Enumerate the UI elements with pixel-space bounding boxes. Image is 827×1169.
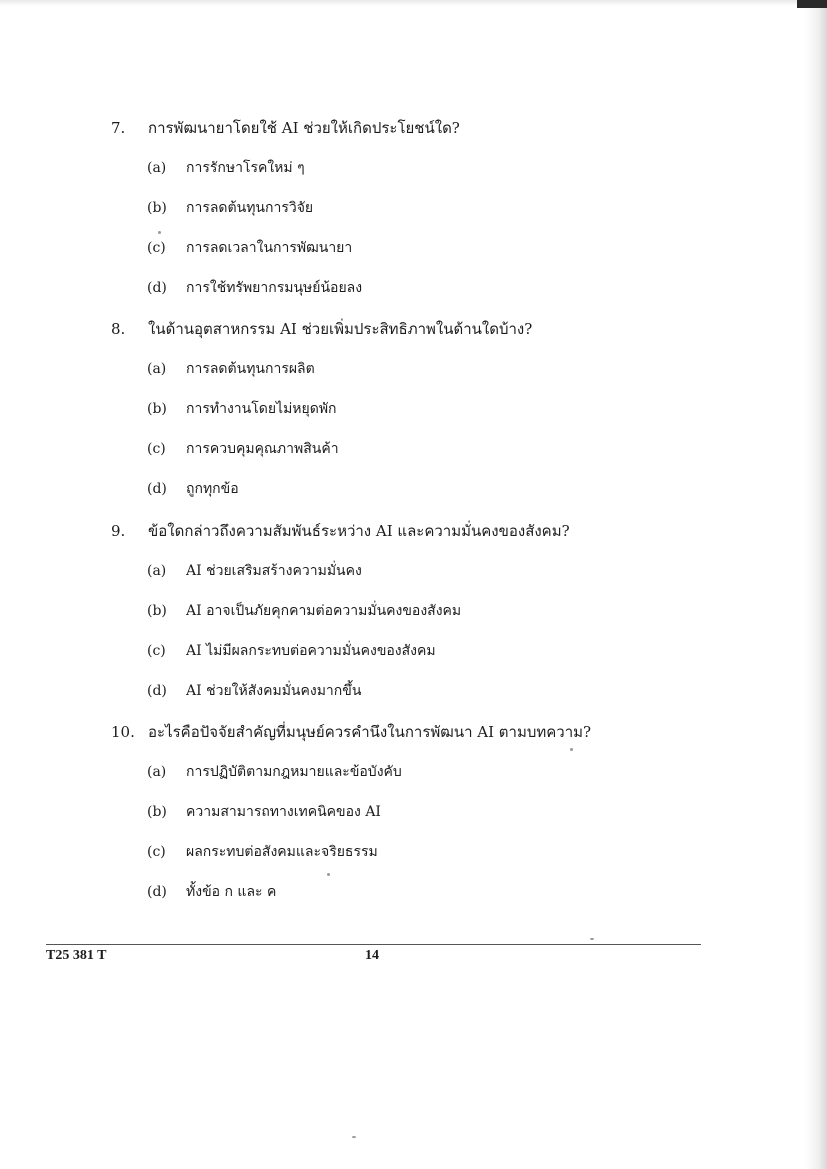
scan-speck [158, 231, 161, 234]
option-a [111, 558, 731, 584]
option-label: (c) [147, 844, 166, 860]
option-text: ความสามารถทางเทคนิคของ AI [186, 804, 381, 820]
option-label: (b) [147, 401, 167, 417]
question-number: 8. [111, 320, 126, 338]
option-text: AI ช่วยเสริมสร้างความมั่นคง [186, 563, 362, 579]
question-stem [111, 316, 731, 342]
scan-speck [327, 873, 330, 876]
scan-speck [570, 748, 573, 751]
question-number: 7. [111, 119, 126, 137]
option-c [111, 638, 731, 664]
option-label: (a) [147, 361, 167, 377]
scan-speck [352, 1136, 356, 1138]
question-10 [111, 719, 731, 905]
option-a [111, 759, 731, 785]
option-label: (c) [147, 441, 166, 457]
option-text: การลดต้นทุนการผลิต [186, 361, 315, 377]
option-c [111, 839, 731, 865]
option-text: การรักษาโรคใหม่ ๆ [186, 160, 305, 176]
option-c [111, 436, 731, 462]
document-code: T25 381 T [46, 948, 107, 963]
option-label: (a) [147, 563, 167, 579]
option-text: ทั้งข้อ ก และ ค [186, 884, 277, 900]
option-label: (c) [147, 240, 166, 256]
option-text: ผลกระทบต่อสังคมและจริยธรรม [186, 844, 378, 860]
option-a [111, 356, 731, 382]
question-8 [111, 316, 731, 502]
question-number: 10. [111, 723, 135, 741]
scan-shadow-top [0, 0, 827, 6]
option-text: AI อาจเป็นภัยคุกคามต่อความมั่นคงของสังคม [186, 603, 462, 619]
question-text: การพัฒนายาโดยใช้ AI ช่วยให้เกิดประโยชน์ใด? [148, 119, 460, 137]
option-label: (d) [147, 884, 167, 900]
option-label: (b) [147, 603, 167, 619]
option-b [111, 396, 731, 422]
question-stem [111, 115, 731, 141]
footer-divider [46, 944, 701, 945]
question-stem [111, 518, 731, 544]
option-text: การใช้ทรัพยากรมนุษย์น้อยลง [186, 280, 363, 296]
option-text: AI ช่วยให้สังคมมั่นคงมากขึ้น [186, 683, 362, 699]
option-label: (d) [147, 280, 167, 296]
page-number: 14 [365, 948, 379, 963]
option-d [111, 275, 731, 301]
option-label: (d) [147, 481, 167, 497]
option-text: การลดเวลาในการพัฒนายา [186, 240, 353, 256]
option-c [111, 235, 731, 261]
option-b [111, 799, 731, 825]
option-d [111, 678, 731, 704]
option-text: AI ไม่มีผลกระทบต่อความมั่นคงของสังคม [186, 643, 436, 659]
option-b [111, 195, 731, 221]
option-text: ถูกทุกข้อ [186, 481, 239, 497]
option-a [111, 155, 731, 181]
option-label: (b) [147, 200, 167, 216]
option-b [111, 598, 731, 624]
question-7 [111, 115, 731, 301]
option-label: (a) [147, 160, 167, 176]
option-d [111, 476, 731, 502]
question-number: 9. [111, 522, 126, 540]
question-stem [111, 719, 731, 745]
option-text: การทำงานโดยไม่หยุดพัก [186, 401, 337, 417]
scan-speck [590, 938, 594, 940]
option-label: (a) [147, 764, 167, 780]
option-label: (c) [147, 643, 166, 659]
question-text: ข้อใดกล่าวถึงความสัมพันธ์ระหว่าง AI และความมั่นคงของสังคม? [148, 522, 570, 540]
scan-shadow-right [805, 0, 827, 1169]
option-text: การปฏิบัติตามกฎหมายและข้อบังคับ [186, 764, 402, 780]
option-text: การควบคุมคุณภาพสินค้า [186, 441, 339, 457]
option-text: การลดต้นทุนการวิจัย [186, 200, 314, 216]
option-label: (b) [147, 804, 167, 820]
scan-corner-mark [797, 0, 827, 8]
question-9 [111, 518, 731, 704]
option-d [111, 879, 731, 905]
question-text: ในด้านอุตสาหกรรม AI ช่วยเพิ่มประสิทธิภาพในด้านใดบ้าง? [148, 320, 533, 338]
option-label: (d) [147, 683, 167, 699]
question-text: อะไรคือปัจจัยสำคัญที่มนุษย์ควรคำนึงในการพัฒนา AI ตามบทความ? [148, 723, 592, 741]
